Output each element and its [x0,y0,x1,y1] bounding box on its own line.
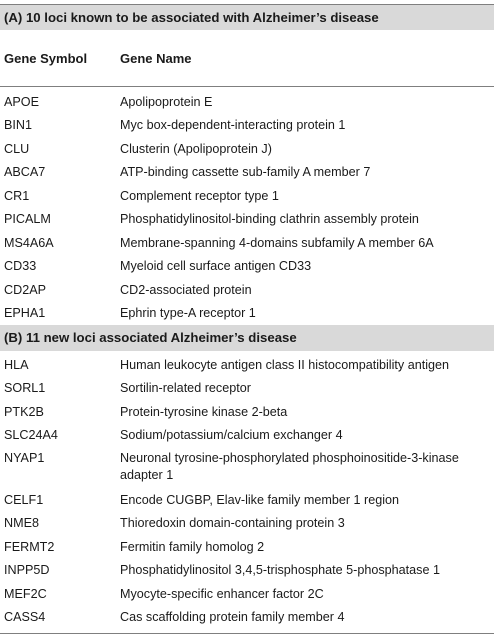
gene-symbol: HLA [4,357,29,372]
gene-name: Protein-tyrosine kinase 2-beta [120,404,288,419]
gene-name: Complement receptor type 1 [120,188,279,203]
gene-symbol: FERMT2 [4,539,55,554]
gene-symbol: CR1 [4,188,30,203]
gene-name: Human leukocyte antigen class II histocompatibility antigen [120,357,450,372]
gene-symbol: CD2AP [4,282,46,297]
gene-symbol: INPP5D [4,563,50,578]
section-b-rows [0,351,494,629]
section-a-rows [0,87,494,325]
table-row [0,377,494,401]
gene-name: Cas scaffolding protein family member 4 [120,610,345,625]
gene-name: Ephrin type-A receptor 1 [120,306,256,321]
gene-symbol: CELF1 [4,492,44,507]
table-row [0,424,494,448]
gene-symbol: CASS4 [4,610,46,625]
table-row [0,161,494,185]
gene-name: Myocyte-specific enhancer factor 2C [120,586,324,601]
gene-name: Apolipoprotein E [120,94,213,109]
table-row [0,90,494,114]
table-row [0,535,494,559]
gene-name: Sodium/potassium/calcium exchanger 4 [120,428,343,443]
gene-symbol: MEF2C [4,586,47,601]
table-row [0,302,494,326]
gene-symbol: BIN1 [4,118,32,133]
table-row [0,353,494,377]
gene-symbol: PICALM [4,212,51,227]
gene-name: Myeloid cell surface antigen CD33 [120,259,312,274]
gene-name: Membrane-spanning 4-domains subfamily A member 6A [120,235,434,250]
table-row [0,606,494,630]
table-row [0,278,494,302]
gene-symbol: APOE [4,94,39,109]
gene-symbol: EPHA1 [4,306,46,321]
gene-name: Fermitin family homolog 2 [120,539,265,554]
table-row [0,447,494,488]
gene-name: Phosphatidylinositol 3,4,5-trisphosphate 5-phosphatase 1 [120,563,440,578]
gene-name: Phosphatidylinositol-binding clathrin assembly protein [120,212,419,227]
gene-symbol: SLC24A4 [4,428,58,443]
table-row [0,114,494,138]
gene-name: CD2-associated protein [120,282,252,297]
gene-symbol: SORL1 [4,381,46,396]
section-b-header: (B) 11 new loci associated Alzheimer’s disease [0,325,494,351]
gene-symbol: NYAP1 [4,451,45,465]
gene-name: Thioredoxin domain-containing protein 3 [120,516,345,531]
gene-symbol: PTK2B [4,404,44,419]
gene-symbol: CD33 [4,259,37,274]
table-row [0,255,494,279]
section-a-header: (A) 10 loci known to be associated with Alzheimer’s disease [0,4,494,30]
table-row [0,559,494,583]
gene-symbol: MS4A6A [4,235,54,250]
gene-symbol: NME8 [4,516,39,531]
table-row [0,208,494,232]
gene-name: Neuronal tyrosine-phosphorylated phosphoinositide-3-kinase adapter 1 [120,451,459,482]
gene-symbol: ABCA7 [4,165,46,180]
gene-name: ATP-binding cassette sub-family A member 7 [120,165,371,180]
gene-name: Clusterin (Apolipoprotein J) [120,141,272,156]
gene-name: Encode CUGBP, Elav-like family member 1 region [120,492,400,507]
table-row [0,488,494,512]
column-header-row [0,30,494,87]
gene-name: Myc box-dependent-interacting protein 1 [120,118,346,133]
column-header-gene-name: Gene Name [120,50,192,66]
table-row [0,184,494,208]
table-row [0,137,494,161]
table-row [0,582,494,606]
table-row [0,231,494,255]
table-row [0,400,494,424]
gene-name: Sortilin-related receptor [120,381,251,396]
column-header-gene-symbol: Gene Symbol [4,50,88,66]
gene-symbol: CLU [4,141,30,156]
table-row [0,512,494,536]
